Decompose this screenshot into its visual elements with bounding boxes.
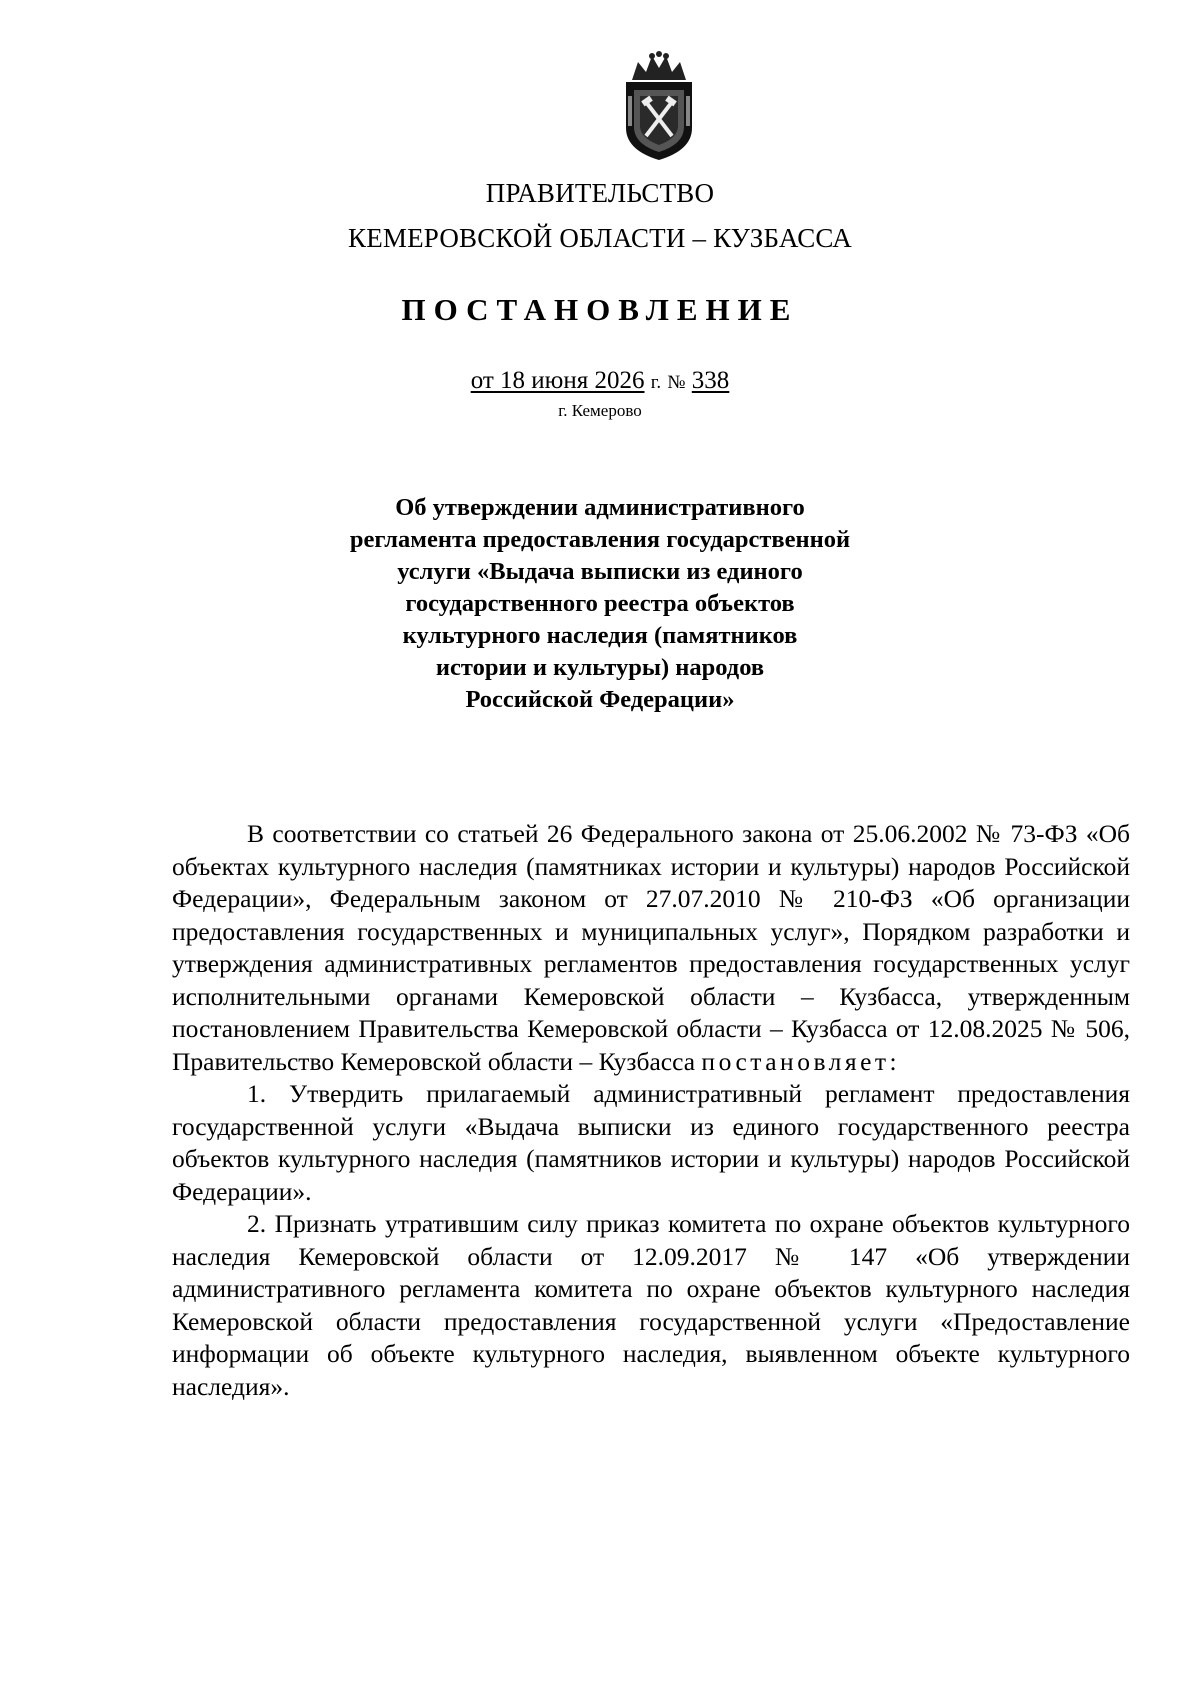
date-number-line: [0, 366, 1200, 398]
document-number: 338: [691, 367, 730, 394]
preamble-text: В соответствии со статьей 26 Федерального закона от 25.06.2002 № 73-ФЗ «Об объектах культурного наследия (памятниках истории и культуры) народов Российской Федерации», Федеральным законом от 27.07.2010 № 210-ФЗ «Об организации предоставления государственных и муниципальных услуг», Порядком разработки и утверждения административных регламентов предоставления государственных услуг исполнительными органами Кемеровской области – Кузбасса, утвержденным постановлением Правительства Кемеровской области – Кузбасса от 12.08.2025 № 506, Правительство Кемеровской области – Кузбасса: [172, 819, 1130, 1076]
title-line: государственного реестра объектов: [405, 590, 795, 617]
title-line: регламента предоставления государственной: [349, 526, 851, 553]
document-date: от 18 июня 2026: [470, 367, 645, 394]
document-body: [172, 818, 1130, 1403]
coat-of-arms-icon: [618, 50, 700, 164]
city-name: г. Кемерово: [558, 401, 642, 420]
item-1-paragraph: 1. Утвердить прилагаемый административный регламент предоставления государственной услуги «Выдача выписки из единого государственного реестра объектов культурного наследия (памятников истории и культуры) народов Российской Федерации».: [172, 1079, 1130, 1206]
year-suffix: г.: [650, 372, 662, 393]
preamble-paragraph: [172, 818, 1130, 1078]
title-line: Об утверждении административного: [395, 494, 805, 521]
government-name-line1: ПРАВИТЕЛЬСТВО: [485, 178, 715, 208]
document-type: ПОСТАНОВЛЕНИЕ: [401, 292, 799, 327]
title-line: истории и культуры) народов: [435, 654, 765, 681]
document-title: [300, 492, 900, 716]
number-sign: №: [667, 372, 686, 393]
government-name-line2: КЕМЕРОВСКОЙ ОБЛАСТИ – КУЗБАССА: [348, 223, 852, 253]
resolves-word: постановляет:: [701, 1046, 901, 1076]
title-line: культурного наследия (памятников: [402, 622, 798, 649]
title-line: Российской Федерации»: [465, 686, 735, 713]
title-line: услуги «Выдача выписки из единого: [397, 558, 803, 585]
item-2-paragraph: 2. Признать утратившим силу приказ комитета по охране объектов культурного наследия Кемеровской области от 12.09.2017 № 147 «Об утверждении административного регламента комитета по охране объектов культурного наследия Кемеровской области предоставления государственной услуги «Предоставление информации об объекте культурного наследия, выявленном объекте культурного наследия».: [172, 1209, 1130, 1401]
